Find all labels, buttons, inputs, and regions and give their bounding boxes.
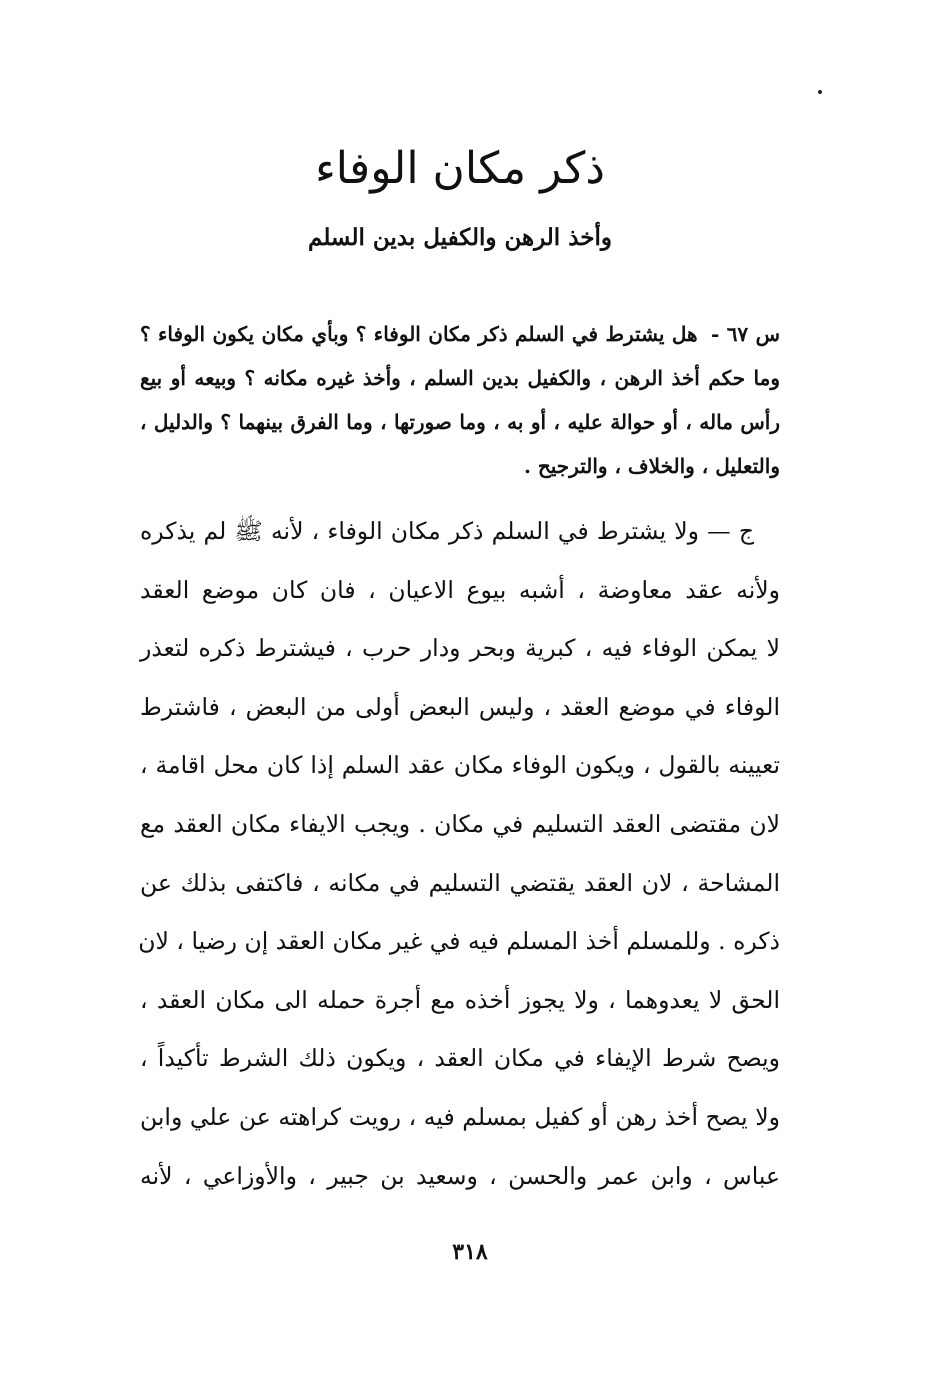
section-title: ذكر مكان الوفاء <box>315 143 605 194</box>
answer-line: ج — ولا يشترط في السلم ذكر مكان الوفاء ، لأنه ﷺ لم يذكره <box>140 517 754 545</box>
answer-paragraph <box>140 502 780 1205</box>
answer-line: ولا يصح أخذ رهن أو كفيل بمسلم فيه ، رويت كراهته عن علي وابن <box>140 1102 780 1131</box>
answer-line: الحق لا يعدوهما ، ولا يجوز أخذه مع أجرة حمله الى مكان العقد ، <box>140 985 780 1014</box>
answer-line: ولأنه عقد معاوضة ، أشبه بيوع الاعيان ، فان كان موضع العقد <box>140 575 780 604</box>
section-subtitle: وأخذ الرهن والكفيل بدين السلم <box>308 224 612 251</box>
answer-line: عباس ، وابن عمر والحسن ، وسعيد بن جبير ، والأوزاعي ، لأنه <box>140 1161 780 1190</box>
answer-line: الوفاء في موضع العقد ، وليس البعض أولى من البعض ، فاشترط <box>140 692 780 721</box>
question-number: س ٦٧ - <box>710 322 780 346</box>
answer-line: ويصح شرط الإيفاء في مكان العقد ، ويكون ذلك الشرط تأكيداً ، <box>140 1044 780 1073</box>
answer-line: تعيينه بالقول ، ويكون الوفاء مكان عقد السلم إذا كان محل اقامة ، <box>140 751 780 780</box>
answer-line: لان مقتضى العقد التسليم في مكان . ويجب الايفاء مكان العقد مع <box>140 809 780 838</box>
question-paragraph <box>140 312 780 488</box>
answer-line: المشاحة ، لان العقد يقتضي التسليم في مكانه ، فاكتفى بذلك عن <box>140 868 780 897</box>
question-text: هل يشترط في السلم ذكر مكان الوفاء ؟ وبأي مكان يكون الوفاء ؟ وما حكم أخذ الرهن ، والكفيل بدين السلم ، وأخذ غيره مكانه ؟ وبيعه أو بيع رأس ماله ، أو حوالة عليه ، أو به ، وما صورتها ، وما الفرق بينهما ؟ والدليل ، والتعليل ، والخلاف ، والترجيح . <box>140 322 780 478</box>
print-speck <box>818 90 822 94</box>
answer-line: لا يمكن الوفاء فيه ، كبرية وبحر ودار حرب ، فيشترط ذكره لتعذر <box>140 634 780 663</box>
page-number: ٣١٨ <box>452 1239 488 1265</box>
answer-line: ذكره . وللمسلم أخذ المسلم فيه في غير مكان العقد إن رضيا ، لان <box>138 927 780 956</box>
